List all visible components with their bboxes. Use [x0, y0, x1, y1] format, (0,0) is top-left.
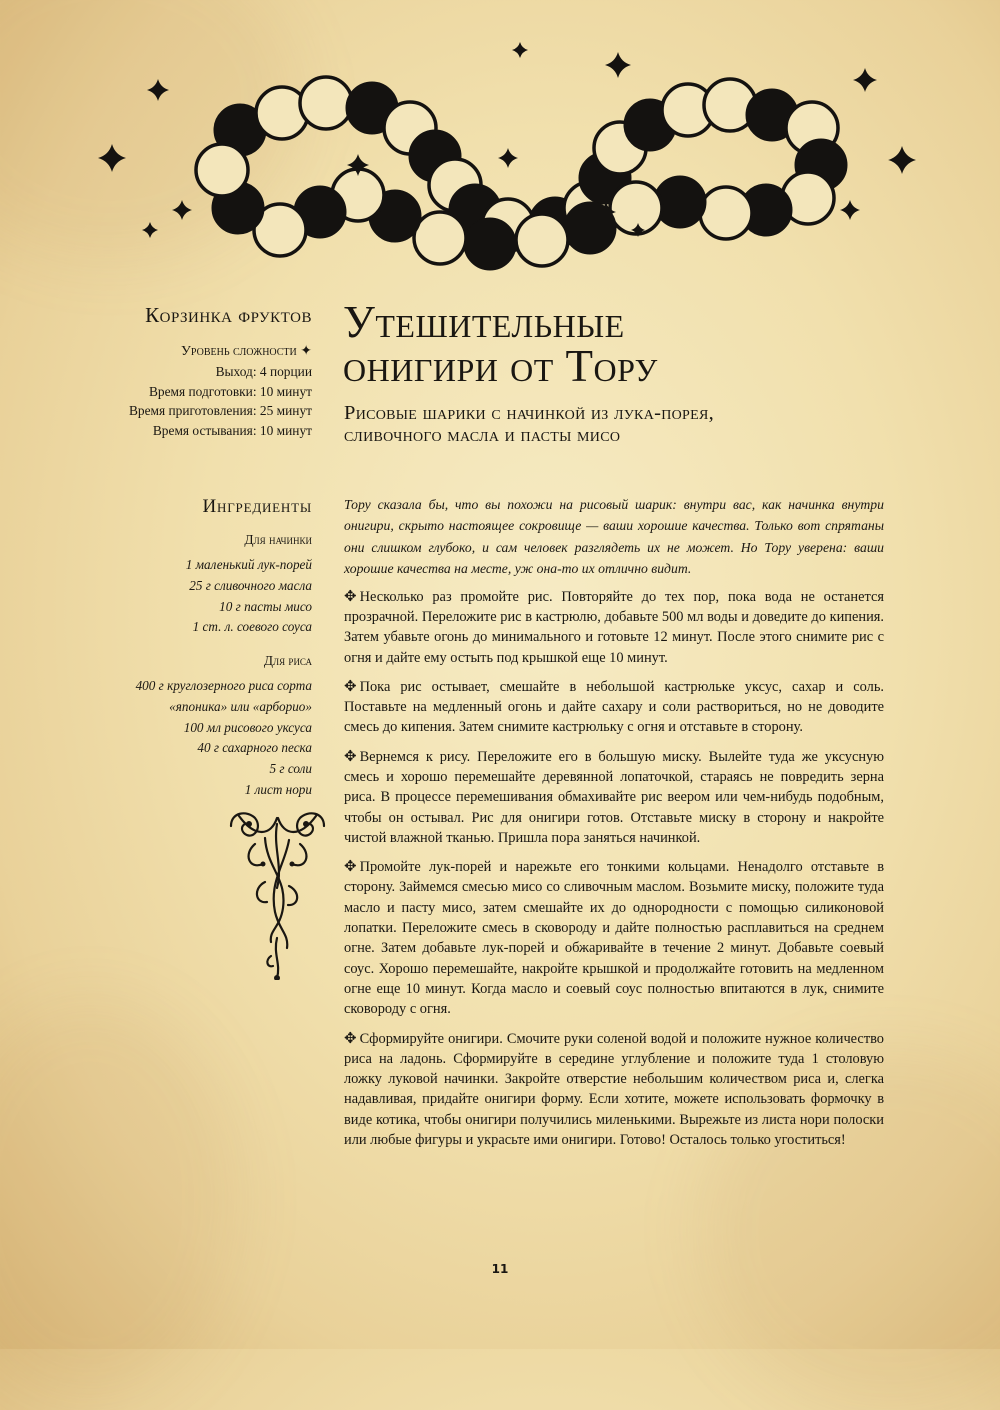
sparkle-star-icon: [512, 42, 528, 58]
moon-phase-ornament: [90, 30, 930, 280]
sparkle-star-icon: [98, 144, 126, 172]
sparkle-star-icon: [147, 79, 169, 101]
filling-ingredients: [60, 530, 312, 638]
step-text: Несколько раз промойте рис. Повторяйте до тех пор, пока вода не останется прозрачной. Переложите рис в кастрюлю, добавьте 500 мл воды и доведите до кипения. Затем убавьте огонь до минимального и готовьте 12 минут. После этого снимите рис с огня и дайте ему остыть под крышкой еще 10 минут.: [344, 588, 884, 666]
ingredient-item: 5 г соли: [269, 761, 312, 777]
step-paragraph: [344, 747, 884, 848]
cross-bullet-icon: ✥: [344, 859, 357, 876]
rice-heading: Для риса: [263, 653, 312, 668]
ingredient-item: 10 г пасты мисо: [219, 598, 312, 614]
sparkle-star-icon: [840, 200, 860, 220]
ingredient-item: 100 мл рисового уксуса: [183, 719, 312, 735]
title-line-2: онигири от Тору: [343, 341, 658, 391]
recipe-title: [343, 297, 658, 391]
step-text: Пока рис остывает, смешайте в небольшой кастрюльке уксус, сахар и соль. Поставьте на медленный огонь и дайте сахару и соли раствориться, но не доводите смесь до кипения. Затем снимите кастрюльку с огня и отставьте в сторону.: [344, 678, 884, 736]
difficulty-level: Уровень сложности ✦: [181, 344, 312, 359]
ingredient-item: 1 маленький лук-порей: [185, 557, 312, 572]
step-paragraph: [344, 857, 884, 1019]
ingredient-item: 1 лист нори: [244, 781, 312, 797]
cross-bullet-icon: ✥: [344, 588, 357, 605]
sparkle-star-icon: [853, 68, 877, 92]
full-moon-icon: [464, 218, 516, 270]
ingredient-item: 1 ст. л. соевого соуса: [192, 619, 312, 635]
recipe-subtitle: [344, 402, 714, 446]
ingredient-item: «японика» или «арборио»: [169, 698, 312, 714]
ingredient-item: 25 г сливочного масла: [189, 577, 312, 593]
step-paragraph: [344, 677, 884, 738]
new-moon-icon: [196, 144, 248, 196]
flourish-ornament: [225, 808, 330, 980]
new-moon-icon: [516, 214, 568, 266]
servings: Выход: 4 порции: [215, 364, 312, 379]
rice-ingredients: [60, 651, 312, 801]
step-text: Вернемся к рису. Переложите его в большую миску. Вылейте туда же уксусную смесь и хорошо перемешайте деревянной лопаточкой, стараясь не повредить зерна риса. В процессе перемешивания обмахивайте рис веером или чем-нибудь подобным, чтобы он остывал. Рис для онигири готов. Отставьте миску в сторону и накройте чистой влажной тканью. Пришла пора заняться начинкой.: [344, 748, 884, 846]
new-moon-icon: [700, 187, 752, 239]
new-moon-icon: [414, 212, 466, 264]
intro-paragraph: Тору сказала бы, что вы похожи на рисовый шарик: внутри вас, как начинка внутри онигири, скрыто настоящее сокровище — ваши хорошие качества. Только вот спрятаны они слишком глубоко, и сам человек разглядеть их не может. Но Тору уверена: ваши хорошие качества на месте, уж она-то их отлично видит.: [344, 497, 884, 577]
step-paragraph: [344, 587, 884, 668]
sparkle-star-icon: [605, 52, 631, 78]
step-paragraph: [344, 1029, 884, 1151]
recipe-body: [344, 494, 884, 1159]
cross-bullet-icon: ✥: [344, 678, 357, 695]
filling-heading: Для начинки: [244, 532, 312, 547]
recipe-meta: [60, 342, 312, 440]
sparkle-star-icon: [172, 200, 192, 220]
sparkle-star-icon: [498, 148, 518, 168]
sparkle-star-icon: [888, 146, 916, 174]
cool-time: Время остывания: 10 минут: [152, 422, 312, 438]
cross-bullet-icon: ✥: [344, 748, 357, 765]
ingredient-item: 40 г сахарного песка: [197, 740, 312, 756]
ingredients-heading: Ингредиенты: [202, 496, 312, 517]
cross-bullet-icon: ✥: [344, 1030, 357, 1047]
prep-time: Время подготовки: 10 минут: [148, 383, 312, 399]
step-text: Промойте лук-порей и нарежьте его тонкими кольцами. Ненадолго отставьте в сторону. Займемся смесью мисо со сливочным маслом. Возьмите миску, положите туда масло и пасту мисо, затем смешайте их до однородности с помощью силиконовой лопатки. Переложите смесь в сковороду и дайте полностью расплавиться на среднем огне. Затем добавьте лук-порей и обжаривайте в течение 2 минут. Добавьте соевый соус. Хорошо перемешайте, накройте крышкой и продолжайте готовить на медленном огне еще 10 минут. Когда масло и соевый соус полностью впитаются в лук, снимите сковороду с огня.: [344, 859, 884, 1018]
ingredient-item: 400 г круглозерного риса сорта: [135, 678, 312, 693]
new-moon-icon: [610, 182, 662, 234]
new-moon-icon: [300, 77, 352, 129]
subtitle-line-2: сливочного масла и пасты мисо: [344, 424, 621, 446]
page-number: 11: [491, 1262, 509, 1276]
subtitle-line-1: Рисовые шарики с начинкой из лука-порея,: [344, 402, 715, 424]
sparkle-star-icon: [142, 222, 158, 238]
title-line-1: Утешительные: [343, 297, 625, 347]
category-title: Корзинка фруктов: [145, 303, 312, 327]
cook-time: Время приготовления: 25 минут: [128, 403, 312, 418]
step-text: Сформируйте онигири. Смочите руки соленой водой и положите нужное количество риса на ладонь. Сформируйте в середине углубление и положите туда 1 столовую ложку луковой начинки. Закройте отверстие небольшим количеством риса и, слегка надавливая, придайте онигири форму. Если хотите, можете использовать формочку в виде котика, чтобы онигири получились миленькими. Вырежьте из листа нори полоски или любые фигуры и украсьте ими онигири. Готово! Осталось только угоститься!: [344, 1030, 884, 1149]
